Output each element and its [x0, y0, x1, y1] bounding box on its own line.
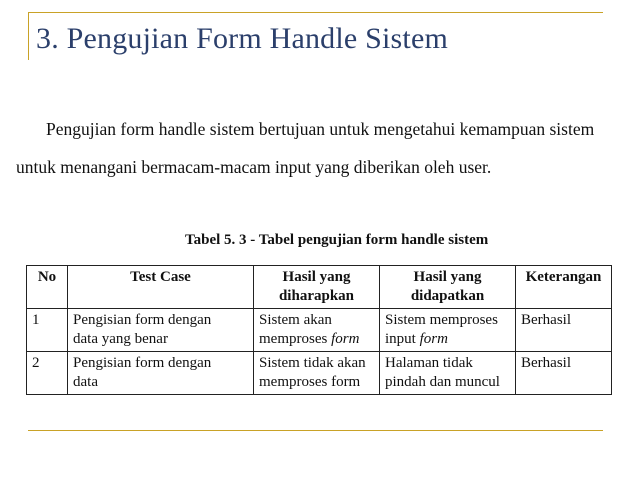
row-actual-line2: pindah dan muncul	[385, 374, 500, 390]
row-no: 2	[27, 352, 68, 395]
row-note: Berhasil	[516, 352, 612, 395]
row-expected-line2	[259, 330, 374, 349]
header-actual-line1: Hasil yang	[413, 269, 482, 285]
row-expected	[254, 352, 380, 395]
table-header-row	[27, 266, 612, 309]
bottom-divider	[28, 430, 603, 431]
test-results-table	[26, 265, 612, 395]
intro-paragraph: Pengujian form handle sistem bertujuan untuk mengetahui kemampuan sistem untuk menangani bermacam-macam input yang diberikan oleh user.	[16, 119, 595, 177]
row-actual-line2	[385, 330, 510, 349]
row-no: 1	[27, 309, 68, 352]
row-actual-line2-plain: input	[385, 331, 420, 347]
table-caption: Tabel 5. 3 - Tabel pengujian form handle sistem	[185, 232, 489, 248]
row-test-case	[68, 352, 254, 395]
row-expected-line2: memproses form	[259, 374, 361, 390]
header-no: No	[27, 266, 68, 309]
row-actual	[380, 309, 516, 352]
header-expected-line1: Hasil yang	[282, 269, 351, 285]
row-note: Berhasil	[516, 309, 612, 352]
row-test-case-line2: data yang benar	[73, 331, 168, 347]
row-actual-line2-italic: form	[419, 331, 448, 347]
row-actual-line1: Sistem memproses	[385, 312, 498, 328]
row-expected	[254, 309, 380, 352]
row-test-case-line1: Pengisian form dengan	[73, 355, 212, 371]
row-expected-line2-plain: memproses	[259, 331, 332, 347]
row-expected-line1: Sistem tidak akan	[259, 355, 366, 371]
header-note: Keterangan	[516, 266, 612, 309]
row-actual-line1: Halaman tidak	[385, 355, 473, 371]
top-divider	[28, 12, 603, 13]
slide-title: 3. Pengujian Form Handle Sistem	[36, 22, 449, 55]
row-expected-line2-italic: form	[331, 331, 360, 347]
header-expected-line2: diharapkan	[278, 288, 355, 304]
header-test-case: Test Case	[68, 266, 254, 309]
header-actual-line2: didapatkan	[410, 288, 485, 304]
row-test-case	[68, 309, 254, 352]
row-test-case-line1: Pengisian form dengan	[73, 312, 212, 328]
row-actual	[380, 352, 516, 395]
header-expected	[254, 266, 380, 309]
table-row	[27, 352, 612, 395]
row-expected-line1: Sistem akan	[259, 312, 332, 328]
header-actual	[380, 266, 516, 309]
row-test-case-line2: data	[73, 374, 98, 390]
table-row	[27, 309, 612, 352]
title-accent-bar	[28, 12, 29, 60]
